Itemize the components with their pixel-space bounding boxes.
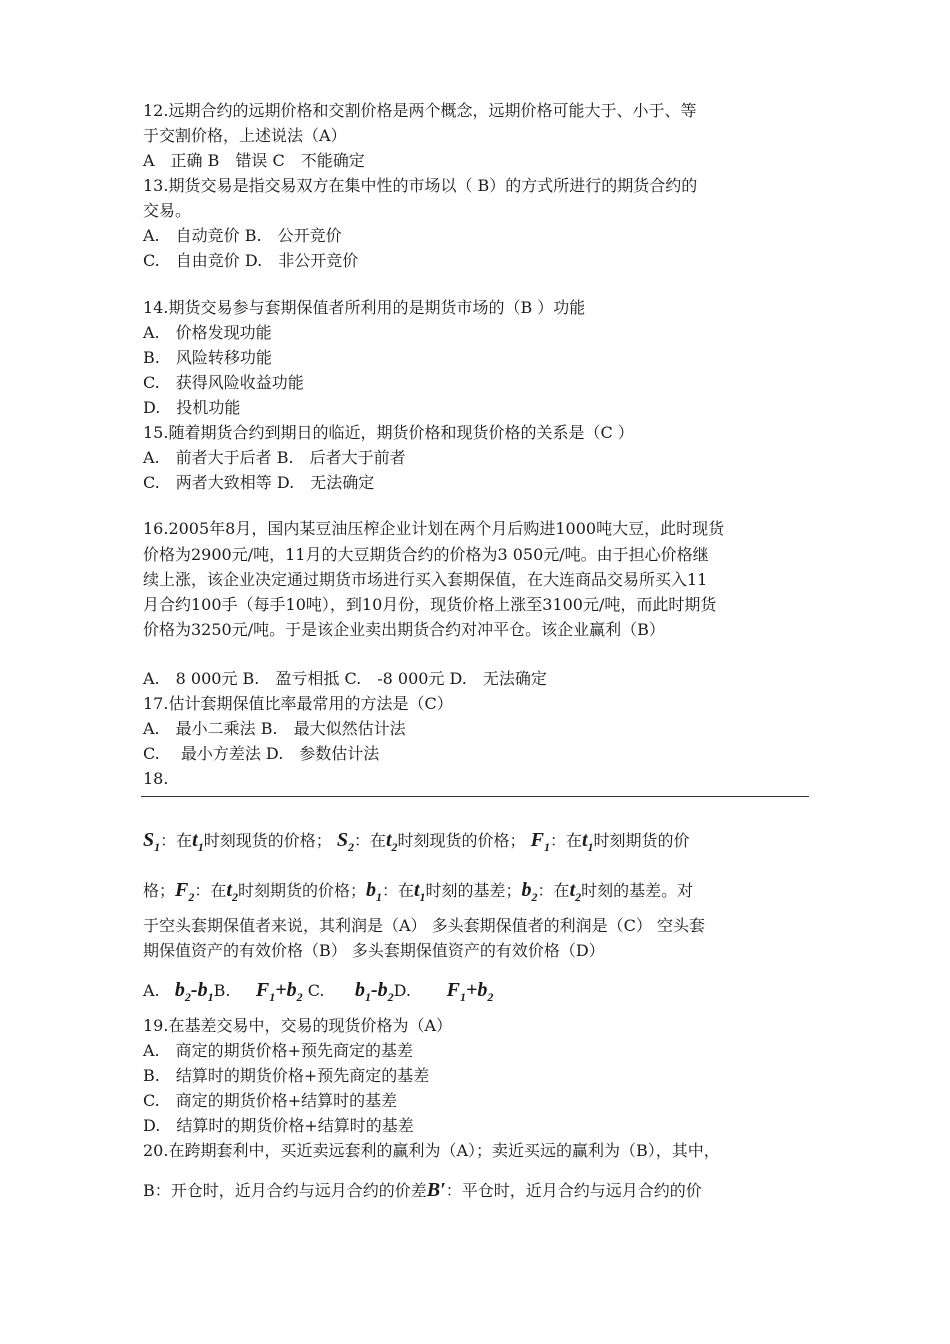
- option-a-formula: $b_2-b_1$: [174, 979, 214, 1004]
- option-c-formula: $b_1-b_2$: [354, 979, 394, 1004]
- symbol-t1: $t_1$: [581, 829, 594, 854]
- q14-option-d: D. 投机功能: [143, 398, 241, 417]
- q15-options-cd: C. 两者大致相等 D. 无法确定: [143, 473, 375, 492]
- q13-line1: 13.期货交易是指交易双方在集中性的市场以（ B）的方式所进行的期货合约的: [143, 176, 698, 195]
- q12-options: A 正确 B 错误 C 不能确定: [143, 151, 365, 170]
- q14-line: 14.期货交易参与套期保值者所利用的是期货市场的（B ）功能: [143, 298, 586, 317]
- symbol-f2: $F_2$: [175, 879, 195, 904]
- q12-line1: 12.远期合约的远期价格和交割价格是两个概念，远期价格可能大于、小于、等: [143, 101, 697, 120]
- q19-option-c: C. 商定的期货价格+结算时的基差: [143, 1091, 398, 1110]
- q15-options-ab: A. 前者大于后者 B. 后者大于前者: [143, 448, 406, 467]
- q18-def-line2: 格；$F_2$：在$t_2$时刻期货的价格；$b_1$：在$t_1$时刻的基差；$b_2$：在$t_2$时刻的基差。对: [143, 879, 694, 904]
- q16-line5: 价格为3250元/吨。于是该企业卖出期货合约对冲平仓。该企业赢利（B）: [143, 620, 665, 639]
- q13-line2: 交易。: [143, 201, 192, 220]
- q16-line2: 价格为2900元/吨，11月的大豆期货合约的价格为3 050元/吨。由于担心价格继: [143, 545, 709, 564]
- q17-line: 17.估计套期保值比率最常用的方法是（C）: [143, 694, 453, 713]
- q18-line3: 于空头套期保值者来说，其利润是（A） 多头套期保值者的利润是（C） 空头套: [143, 916, 705, 935]
- symbol-b-prime: B′: [426, 1179, 446, 1201]
- q18-def-line1: $S_1$：在$t_1$时刻现货的价格； $S_2$：在$t_2$时刻现货的价格； $F_1$：在$t_1$时刻期货的价: [143, 829, 690, 854]
- symbol-s1: $S_1$: [143, 829, 161, 854]
- q16-line1: 16.2005年8月，国内某豆油压榨企业计划在两个月后购进1000吨大豆，此时现货: [143, 519, 725, 538]
- q13-options-cd: C. 自由竞价 D. 非公开竞价: [143, 251, 359, 270]
- q19-option-a: A. 商定的期货价格+预先商定的基差: [143, 1041, 414, 1060]
- q20-line2: B：开仓时，近月合约与远月合约的价差B′：平仓时，近月合约与远月合约的价: [143, 1179, 702, 1201]
- symbol-t2: $t_2$: [226, 879, 238, 904]
- symbol-s2: $S_2$: [336, 829, 354, 854]
- symbol-f1: $F_1$: [530, 829, 550, 854]
- symbol-b2: $b_2$: [521, 879, 538, 904]
- q17-options-ab: A. 最小二乘法 B. 最大似然估计法: [143, 719, 406, 738]
- symbol-t1: $t_1$: [413, 879, 426, 904]
- q18-line4: 期保值资产的有效价格（B） 多头套期保值资产的有效价格（D）: [143, 941, 605, 960]
- q19-option-b: B. 结算时的期货价格+预先商定的基差: [143, 1066, 430, 1085]
- q14-option-b: B. 风险转移功能: [143, 348, 272, 367]
- option-b-formula: $F_1+b_2$: [255, 979, 303, 1004]
- q18-options: A. $b_2-b_1B$. $F_1+b_2$ C. $b_1-b_2D$. $F_1+b_2$: [143, 979, 494, 1004]
- separator-line: [141, 796, 809, 797]
- symbol-t1: $t_1$: [192, 829, 204, 854]
- symbol-t2: $t_2$: [385, 829, 398, 854]
- q16-line4: 月合约100手（每手10吨），到10月份，现货价格上涨至3100元/吨，而此时期货: [143, 595, 717, 614]
- q13-options-ab: A. 自动竞价 B. 公开竞价: [143, 226, 342, 245]
- q15-line: 15.随着期货合约到期日的临近，期货价格和现货价格的关系是（C ）: [143, 423, 634, 442]
- q19-line: 19.在基差交易中，交易的现货价格为（A）: [143, 1016, 453, 1035]
- q14-option-c: C. 获得风险收益功能: [143, 373, 304, 392]
- q17-options-cd: C. 最小方差法 D. 参数估计法: [143, 744, 380, 763]
- q14-option-a: A. 价格发现功能: [143, 323, 272, 342]
- q18-number: 18.: [143, 769, 169, 788]
- q12-line2: 于交割价格，上述说法（A）: [143, 126, 347, 145]
- q16-line3: 续上涨，该企业决定通过期货市场进行买入套期保值，在大连商品交易所买入11: [143, 570, 708, 589]
- option-d-formula: $F_1+b_2$: [446, 979, 494, 1004]
- symbol-b1: $b_1$: [365, 879, 382, 904]
- symbol-t2: $t_2$: [569, 879, 582, 904]
- q20-line1: 20.在跨期套利中，买近卖远套利的赢利为（A）；卖近买远的赢利为（B），其中，: [143, 1141, 720, 1160]
- q16-options: A. 8 000元 B. 盈亏相抵 C. -8 000元 D. 无法确定: [143, 669, 547, 688]
- q19-option-d: D. 结算时的期货价格+结算时的基差: [143, 1116, 414, 1135]
